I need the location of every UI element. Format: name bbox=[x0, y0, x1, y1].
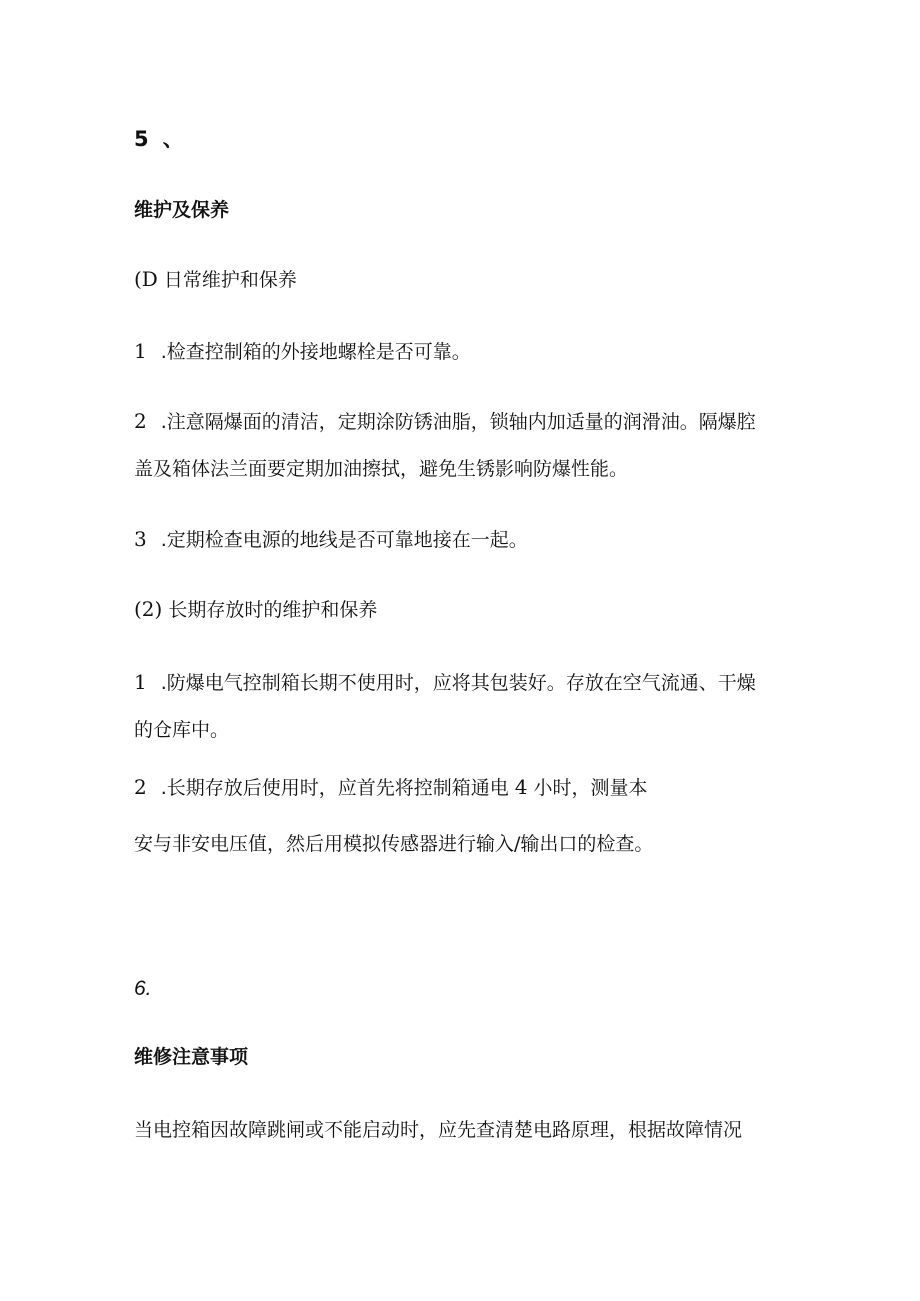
section-6-body: 当电控箱因故障跳闸或不能启动时，应先查清楚电路原理，根据故障情况 bbox=[134, 1119, 743, 1141]
list-item bbox=[134, 525, 528, 554]
item-text: .长期存放后使用时，应首先将控制箱通电 bbox=[160, 777, 509, 799]
item-continuation: 安与非安电压值，然后用模拟传感器进行输入/输出口的检查。 bbox=[134, 833, 654, 855]
subsection-1-label: (D bbox=[134, 267, 158, 291]
item-hours: 4 bbox=[514, 775, 528, 799]
item-text: 小时，测量本 bbox=[533, 777, 648, 799]
item-number: 2 bbox=[134, 409, 147, 433]
list-item bbox=[134, 407, 756, 436]
section-6-number-text: 6. bbox=[134, 977, 152, 1000]
section-5-title: 维护及保养 bbox=[134, 199, 230, 221]
item-number: 1 bbox=[134, 339, 147, 363]
item-text: .检查控制箱的外接地螺栓是否可靠。 bbox=[160, 341, 471, 363]
list-item bbox=[134, 773, 648, 802]
subsection-1-heading bbox=[134, 265, 297, 294]
section-5-number: 5 bbox=[134, 127, 149, 151]
section-6-number bbox=[134, 975, 152, 1003]
section-5-number-line bbox=[134, 125, 184, 154]
item-number: 2 bbox=[134, 775, 147, 799]
list-item bbox=[134, 668, 756, 697]
item-text: .定期检查电源的地线是否可靠地接在一起。 bbox=[160, 529, 528, 551]
subsection-1-title: 日常维护和保养 bbox=[163, 269, 297, 291]
item-text: .注意隔爆面的清洁，定期涂防锈油脂，锁轴内加适量的润滑油。隔爆腔 bbox=[160, 411, 756, 433]
subsection-2-heading bbox=[134, 595, 377, 624]
item-continuation: 盖及箱体法兰面要定期加油擦拭，避免生锈影响防爆性能。 bbox=[134, 458, 629, 480]
item-number: 3 bbox=[134, 527, 147, 551]
subsection-2-label: (2) bbox=[134, 597, 163, 621]
subsection-2-title: 长期存放时的维护和保养 bbox=[168, 599, 378, 621]
item-number: 1 bbox=[134, 670, 147, 694]
item-continuation: 的仓库中。 bbox=[134, 719, 230, 741]
section-6-title: 维修注意事项 bbox=[134, 1046, 249, 1068]
item-text: .防爆电气控制箱长期不使用时，应将其包装好。存放在空气流通、干燥 bbox=[160, 672, 756, 694]
section-5-mark: 、 bbox=[162, 127, 184, 151]
list-item bbox=[134, 337, 471, 366]
